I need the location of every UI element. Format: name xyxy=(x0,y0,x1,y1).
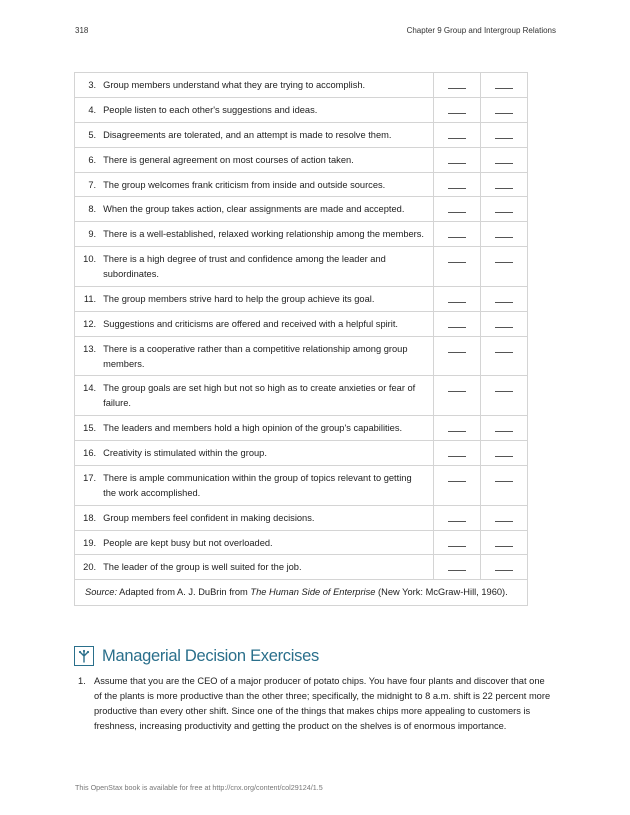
exercise-item xyxy=(78,674,553,734)
item-statement: The group welcomes frank criticism from inside and outside sources. xyxy=(100,172,433,197)
answer-column-2 xyxy=(481,122,528,147)
answer-blank[interactable] xyxy=(495,352,513,353)
answer-column-2 xyxy=(481,73,528,98)
item-number: 15. xyxy=(75,416,101,441)
table-row xyxy=(75,441,528,466)
answer-blank[interactable] xyxy=(448,188,466,189)
answer-blank[interactable] xyxy=(448,327,466,328)
answer-column-2 xyxy=(481,336,528,376)
item-number: 8. xyxy=(75,197,101,222)
table-row xyxy=(75,73,528,98)
item-number: 7. xyxy=(75,172,101,197)
answer-column-1 xyxy=(434,286,481,311)
source-label: Source: xyxy=(85,587,118,598)
item-statement: Suggestions and criticisms are offered and received with a helpful spirit. xyxy=(100,311,433,336)
item-statement: There is general agreement on most courses of action taken. xyxy=(100,147,433,172)
answer-column-1 xyxy=(434,530,481,555)
item-number: 12. xyxy=(75,311,101,336)
answer-blank[interactable] xyxy=(495,302,513,303)
answer-column-1 xyxy=(434,311,481,336)
item-number: 16. xyxy=(75,441,101,466)
item-statement: The leader of the group is well suited for the job. xyxy=(100,555,433,580)
answer-column-1 xyxy=(434,222,481,247)
answer-blank[interactable] xyxy=(448,521,466,522)
source-suffix: (New York: McGraw-Hill, 1960). xyxy=(378,587,508,598)
table-row xyxy=(75,172,528,197)
table-row xyxy=(75,286,528,311)
answer-blank[interactable] xyxy=(448,302,466,303)
item-number: 10. xyxy=(75,247,101,287)
table-row xyxy=(75,311,528,336)
answer-blank[interactable] xyxy=(448,212,466,213)
answer-blank[interactable] xyxy=(495,113,513,114)
answer-column-1 xyxy=(434,172,481,197)
table-row xyxy=(75,416,528,441)
item-number: 5. xyxy=(75,122,101,147)
item-statement: Creativity is stimulated within the group. xyxy=(100,441,433,466)
answer-blank[interactable] xyxy=(448,262,466,263)
item-statement: The leaders and members hold a high opinion of the group's capabilities. xyxy=(100,416,433,441)
source-book-title: The Human Side of Enterprise xyxy=(250,587,376,598)
item-statement: When the group takes action, clear assignments are made and accepted. xyxy=(100,197,433,222)
answer-column-2 xyxy=(481,286,528,311)
answer-blank[interactable] xyxy=(448,431,466,432)
item-statement: There is a cooperative rather than a competitive relationship among group members. xyxy=(100,336,433,376)
table-row xyxy=(75,197,528,222)
answer-blank[interactable] xyxy=(495,521,513,522)
source-prefix: Adapted from A. J. DuBrin from xyxy=(119,587,248,598)
answer-column-2 xyxy=(481,530,528,555)
answer-blank[interactable] xyxy=(495,163,513,164)
answer-blank[interactable] xyxy=(495,431,513,432)
item-statement: Group members feel confident in making decisions. xyxy=(100,505,433,530)
answer-blank[interactable] xyxy=(495,188,513,189)
answer-blank[interactable] xyxy=(495,327,513,328)
answer-column-1 xyxy=(434,555,481,580)
item-number: 3. xyxy=(75,73,101,98)
item-number: 6. xyxy=(75,147,101,172)
answer-column-1 xyxy=(434,505,481,530)
answer-blank[interactable] xyxy=(495,88,513,89)
answer-column-1 xyxy=(434,376,481,416)
table-row xyxy=(75,376,528,416)
answer-blank[interactable] xyxy=(495,481,513,482)
answer-column-1 xyxy=(434,73,481,98)
exercise-list xyxy=(78,674,553,734)
answer-blank[interactable] xyxy=(495,546,513,547)
section-heading xyxy=(74,646,319,666)
item-statement: There is ample communication within the group of topics relevant to getting the work accomplished. xyxy=(100,465,433,505)
item-number: 4. xyxy=(75,97,101,122)
item-number: 13. xyxy=(75,336,101,376)
answer-column-1 xyxy=(434,336,481,376)
answer-blank[interactable] xyxy=(448,481,466,482)
answer-column-2 xyxy=(481,197,528,222)
table-row xyxy=(75,505,528,530)
item-statement: There is a high degree of trust and confidence among the leader and subordinates. xyxy=(100,247,433,287)
answer-blank[interactable] xyxy=(448,88,466,89)
answer-column-2 xyxy=(481,247,528,287)
answer-column-2 xyxy=(481,505,528,530)
page-number: 318 xyxy=(75,26,89,35)
footer-note: This OpenStax book is available for free at http://cnx.org/content/col29124/1.5 xyxy=(75,783,323,792)
answer-blank[interactable] xyxy=(448,570,466,571)
table-row xyxy=(75,222,528,247)
answer-column-2 xyxy=(481,416,528,441)
answer-column-2 xyxy=(481,555,528,580)
exercise-number: 1. xyxy=(78,676,86,686)
answer-blank[interactable] xyxy=(495,391,513,392)
answer-blank[interactable] xyxy=(448,237,466,238)
section-title: Managerial Decision Exercises xyxy=(102,646,319,665)
answer-blank[interactable] xyxy=(495,456,513,457)
answer-blank[interactable] xyxy=(448,113,466,114)
answer-blank[interactable] xyxy=(448,163,466,164)
answer-column-1 xyxy=(434,97,481,122)
answer-column-2 xyxy=(481,465,528,505)
item-number: 14. xyxy=(75,376,101,416)
item-number: 20. xyxy=(75,555,101,580)
item-statement: There is a well-established, relaxed working relationship among the members. xyxy=(100,222,433,247)
answer-blank[interactable] xyxy=(448,546,466,547)
answer-blank[interactable] xyxy=(448,391,466,392)
item-statement: Disagreements are tolerated, and an attempt is made to resolve them. xyxy=(100,122,433,147)
item-number: 11. xyxy=(75,286,101,311)
item-number: 17. xyxy=(75,465,101,505)
item-statement: The group goals are set high but not so high as to create anxieties or fear of failure. xyxy=(100,376,433,416)
questionnaire-table xyxy=(74,72,528,606)
answer-column-1 xyxy=(434,147,481,172)
item-statement: Group members understand what they are trying to accomplish. xyxy=(100,73,433,98)
answer-column-1 xyxy=(434,465,481,505)
answer-column-2 xyxy=(481,441,528,466)
table-row xyxy=(75,530,528,555)
answer-column-2 xyxy=(481,376,528,416)
decision-fork-icon xyxy=(74,646,94,666)
answer-blank[interactable] xyxy=(448,138,466,139)
item-number: 9. xyxy=(75,222,101,247)
item-statement: People are kept busy but not overloaded. xyxy=(100,530,433,555)
table-row xyxy=(75,336,528,376)
answer-column-1 xyxy=(434,197,481,222)
answer-column-1 xyxy=(434,416,481,441)
table-row xyxy=(75,122,528,147)
answer-blank[interactable] xyxy=(495,262,513,263)
answer-column-1 xyxy=(434,122,481,147)
answer-blank[interactable] xyxy=(495,570,513,571)
answer-column-2 xyxy=(481,172,528,197)
item-number: 18. xyxy=(75,505,101,530)
answer-column-1 xyxy=(434,441,481,466)
answer-column-2 xyxy=(481,311,528,336)
source-citation xyxy=(75,580,528,606)
item-statement: The group members strive hard to help the group achieve its goal. xyxy=(100,286,433,311)
source-row xyxy=(75,580,528,606)
exercise-text: Assume that you are the CEO of a major producer of potato chips. You have four plants and discover that one of the plants is more productive than the other three; specifically, the midnight to 8 a.m. shift is 22 percent more productive than every other shift. Since one of the things that makes chips more appealing to customers is freshness, increasing productivity and getting the product on the shelves is of enormous importance. xyxy=(94,676,551,732)
table-row xyxy=(75,147,528,172)
answer-blank[interactable] xyxy=(495,237,513,238)
table-row xyxy=(75,465,528,505)
answer-column-2 xyxy=(481,97,528,122)
answer-blank[interactable] xyxy=(448,456,466,457)
answer-blank[interactable] xyxy=(495,138,513,139)
item-number: 19. xyxy=(75,530,101,555)
item-statement: People listen to each other's suggestions and ideas. xyxy=(100,97,433,122)
table-row xyxy=(75,555,528,580)
chapter-title: Chapter 9 Group and Intergroup Relations xyxy=(406,26,556,35)
answer-blank[interactable] xyxy=(448,352,466,353)
table-row xyxy=(75,247,528,287)
answer-blank[interactable] xyxy=(495,212,513,213)
answer-column-2 xyxy=(481,222,528,247)
answer-column-2 xyxy=(481,147,528,172)
table-row xyxy=(75,97,528,122)
answer-column-1 xyxy=(434,247,481,287)
